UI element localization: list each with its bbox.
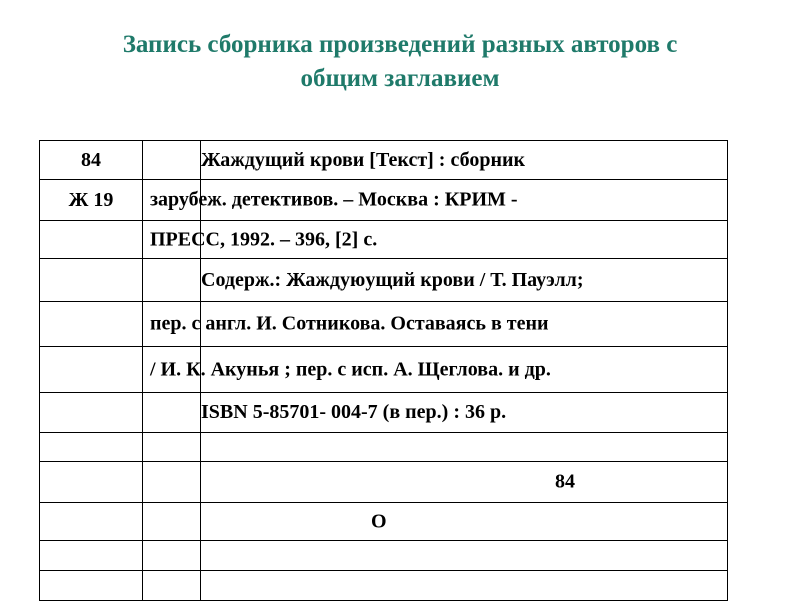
table-row [40, 462, 728, 503]
card-line-2: зарубеж. детективов. – Москва : КРИМ - [150, 188, 518, 211]
empty-cell [40, 571, 143, 601]
spanning-cell [143, 180, 518, 221]
card-line-1: Жаждущий крови [Текст] : сборник [201, 141, 728, 180]
empty-cell [201, 302, 728, 347]
table-row [40, 503, 728, 541]
title-line-1: Запись сборника произведений разных авторов с [122, 31, 678, 58]
card-line-3: ПРЕСС, 1992. – 396, [2] с. [150, 228, 378, 250]
empty-cell [143, 433, 201, 462]
empty-cell [201, 347, 728, 393]
classification-code-cell [201, 462, 728, 503]
catalog-card [39, 140, 727, 602]
empty-cell [40, 302, 143, 347]
table-row [40, 541, 728, 571]
empty-cell [143, 503, 201, 541]
author-sign-cell [201, 503, 728, 541]
empty-cell [143, 393, 201, 433]
empty-cell [40, 259, 143, 302]
card-line-6: / И. К. Акунья ; пер. с исп. А. Щеглова. и др. [150, 358, 551, 380]
table-row [40, 571, 728, 601]
author-mark-cell [40, 180, 143, 221]
empty-cell [40, 433, 143, 462]
table-row [40, 221, 728, 259]
empty-cell [143, 541, 201, 571]
table-row [40, 393, 728, 433]
empty-cell [143, 259, 201, 302]
table-row [40, 302, 728, 347]
table-row [40, 141, 728, 180]
table-row [40, 180, 728, 221]
table-row [40, 347, 728, 393]
isbn-line: ISBN 5-85701- 004-7 (в пер.) : 36 р. [201, 393, 728, 433]
empty-cell [201, 541, 728, 571]
empty-cell [143, 571, 201, 601]
classification-code: 84 [555, 470, 575, 493]
author-sign: О [371, 510, 387, 532]
title-line-2: общим заглавием [300, 65, 500, 92]
spanning-cell [143, 347, 551, 393]
empty-cell [201, 433, 728, 462]
empty-cell [201, 571, 728, 601]
empty-cell [40, 503, 143, 541]
card-line-4: Содерж.: Жаждуюущий крови / Т. Пауэлл; [201, 259, 728, 302]
empty-cell [40, 221, 143, 259]
empty-cell [201, 180, 728, 221]
empty-cell [40, 541, 143, 571]
empty-cell [143, 462, 201, 503]
spanning-cell [143, 302, 549, 347]
page-title [0, 28, 800, 96]
author-mark: Ж 19 [68, 188, 114, 211]
table-row [40, 259, 728, 302]
empty-cell [40, 462, 143, 503]
empty-cell [40, 347, 143, 393]
card-line-5: пер. с англ. И. Сотникова. Оставаясь в тени [150, 312, 549, 335]
spanning-cell [143, 221, 378, 259]
table-row [40, 433, 728, 462]
empty-cell [143, 141, 201, 180]
call-number-cell [40, 141, 143, 180]
empty-cell [201, 221, 728, 259]
catalog-card-table [39, 140, 728, 601]
call-number: 84 [81, 148, 101, 171]
empty-cell [40, 393, 143, 433]
